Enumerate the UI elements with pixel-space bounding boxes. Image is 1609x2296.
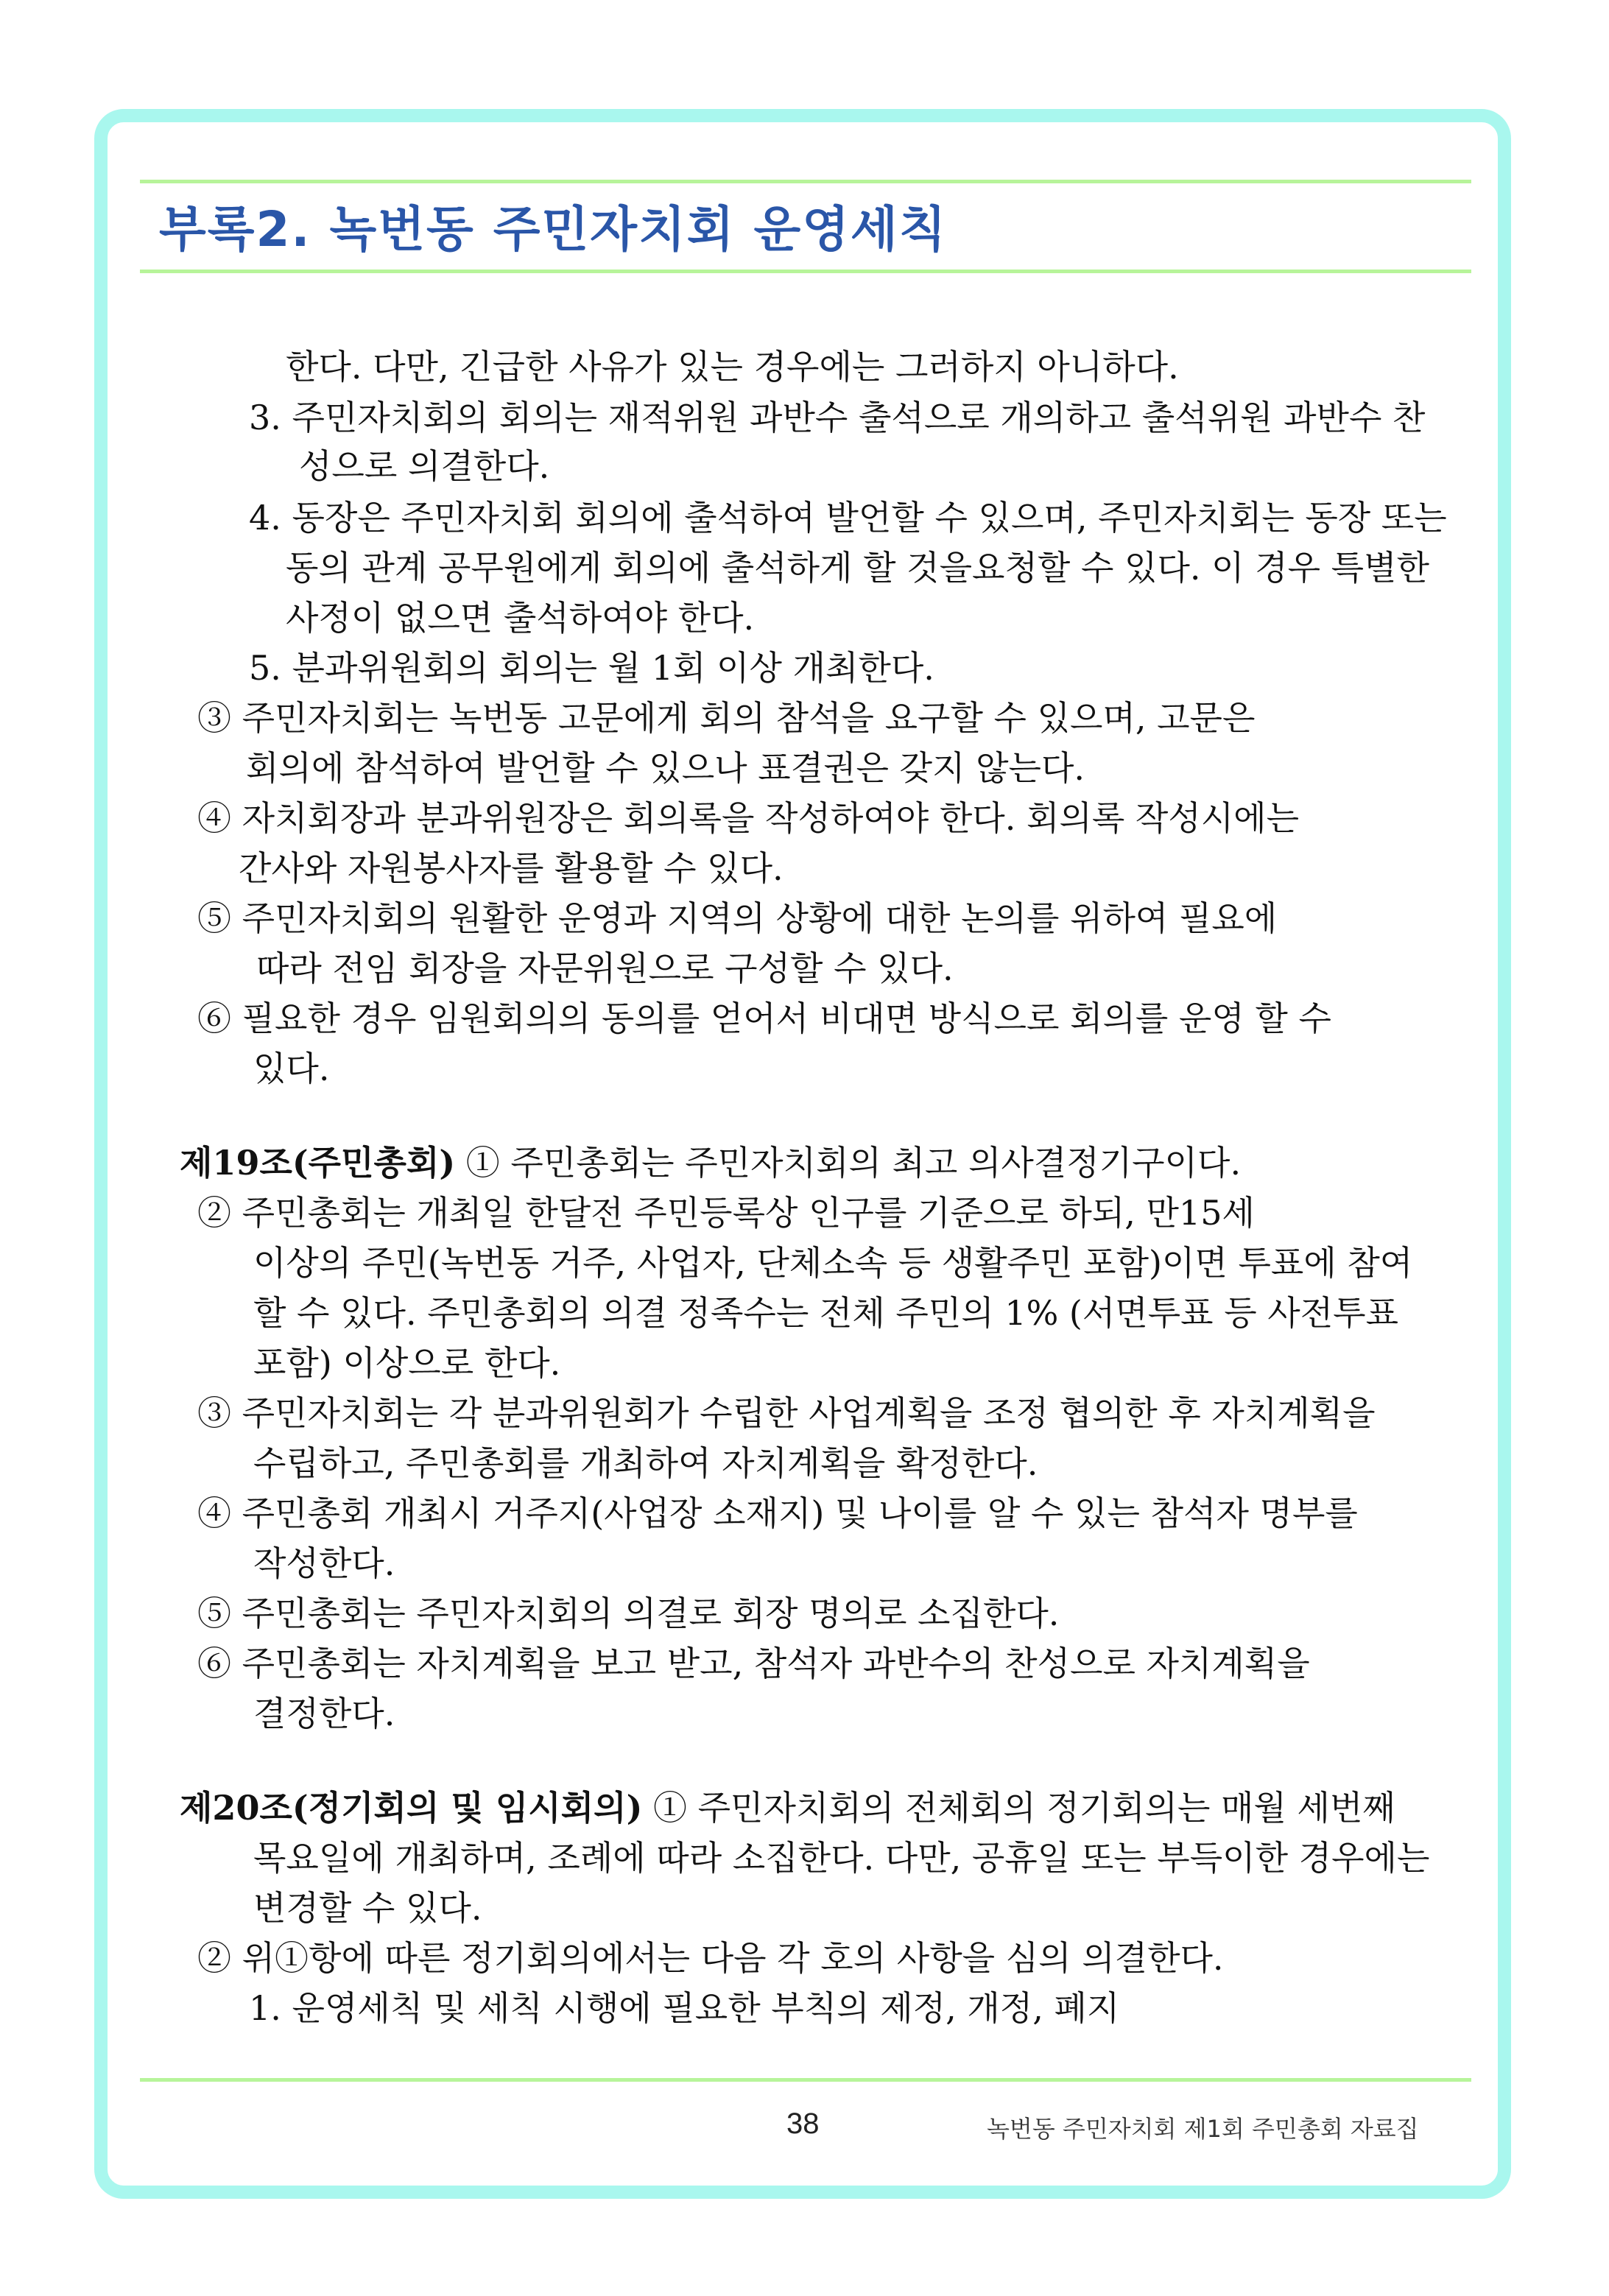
article-19-line (180, 1141, 1241, 1185)
footer-rule (140, 2078, 1471, 2082)
text-line: 수립하고, 주민총회를 개최하여 자치계획을 확정한다. (253, 1443, 1038, 1483)
text-line: 성으로 의결한다. (299, 446, 550, 486)
text-line: 목요일에 개최하며, 조례에 따라 소집한다. 다만, 공휴일 또는 부득이한 경우에는 (253, 1838, 1430, 1878)
text-line: 따라 전임 회장을 자문위원으로 구성할 수 있다. (256, 948, 954, 988)
text-line: 할 수 있다. 주민총회의 의결 정족수는 전체 주민의 1% (서면투표 등 사전투표 (253, 1293, 1399, 1333)
footer-doc-title: 녹번동 주민자치회 제1회 주민총회 자료집 (987, 2115, 1419, 2143)
text-line: 한다. 다만, 긴급한 사유가 있는 경우에는 그러하지 아니하다. (286, 347, 1179, 387)
text-line: 3. 주민자치회의 회의는 재적위원 과반수 출석으로 개의하고 출석위원 과반수 찬 (249, 398, 1426, 437)
text-line: 작성한다. (253, 1543, 395, 1583)
page-title: 부록2. 녹번동 주민자치회 운영세칙 (159, 201, 948, 258)
text-line: 5. 분과위원회의 회의는 월 1회 이상 개최한다. (249, 648, 934, 688)
text-line: ② 위①항에 따른 정기회의에서는 다음 각 호의 사항을 심의 의결한다. (197, 1938, 1224, 1978)
text-line: 1. 운영세칙 및 세칙 시행에 필요한 부칙의 제정, 개정, 폐지 (249, 1988, 1120, 2028)
text-line: 사정이 없으면 출석하여야 한다. (286, 598, 755, 638)
text-line: ⑤ 주민자치회의 원활한 운영과 지역의 상황에 대한 논의를 위하여 필요에 (197, 898, 1278, 938)
header-top-rule (140, 180, 1471, 183)
text-line: ① 주민자치회의 전체회의 정기회의는 매월 세번째 (653, 1788, 1395, 1828)
text-line: 결정한다. (253, 1694, 395, 1733)
article-20-line (180, 1786, 1395, 1830)
text-line: 회의에 참석하여 발언할 수 있으나 표결권은 갖지 않는다. (246, 748, 1085, 788)
text-line: 이상의 주민(녹번동 거주, 사업자, 단체소속 등 생활주민 포함)이면 투표에 참여 (253, 1243, 1413, 1283)
header-bottom-rule (140, 270, 1471, 273)
text-line: 동의 관계 공무원에게 회의에 출석하게 할 것을요청할 수 있다. 이 경우 특별한 (286, 548, 1429, 588)
text-line: 있다. (253, 1049, 330, 1088)
page-number: 38 (786, 2107, 820, 2140)
text-line: ① 주민총회는 주민자치회의 최고 의사결정기구이다. (465, 1143, 1242, 1183)
text-line: 포함) 이상으로 한다. (253, 1343, 561, 1383)
text-line: ⑥ 필요한 경우 임원회의의 동의를 얻어서 비대면 방식으로 회의를 운영 할 수 (197, 999, 1331, 1038)
text-line: ③ 주민자치회는 각 분과위원회가 수립한 사업계획을 조정 협의한 후 자치계획을 (197, 1393, 1376, 1433)
text-line: ⑤ 주민총회는 주민자치회의 의결로 회장 명의로 소집한다. (197, 1594, 1060, 1633)
text-line: ② 주민총회는 개최일 한달전 주민등록상 인구를 기준으로 하되, 만15세 (197, 1193, 1255, 1233)
text-line: ③ 주민자치회는 녹번동 고문에게 회의 참석을 요구할 수 있으며, 고문은 (197, 698, 1256, 738)
text-line: 간사와 자원봉사자를 활용할 수 있다. (239, 848, 784, 888)
text-line: ④ 주민총회 개최시 거주지(사업장 소재지) 및 나이를 알 수 있는 참석자 명부를 (197, 1493, 1358, 1533)
article-19-heading: 제19조(주민총회) (180, 1143, 456, 1183)
text-line: ⑥ 주민총회는 자치계획을 보고 받고, 참석자 과반수의 찬성으로 자치계획을 (197, 1644, 1310, 1683)
text-line: 변경할 수 있다. (253, 1888, 482, 1928)
text-line: 4. 동장은 주민자치회 회의에 출석하여 발언할 수 있으며, 주민자치회는 동장 또는 (249, 498, 1447, 538)
text-line: ④ 자치회장과 분과위원장은 회의록을 작성하여야 한다. 회의록 작성시에는 (197, 798, 1300, 838)
article-20-heading: 제20조(정기회의 및 임시회의) (180, 1788, 643, 1828)
